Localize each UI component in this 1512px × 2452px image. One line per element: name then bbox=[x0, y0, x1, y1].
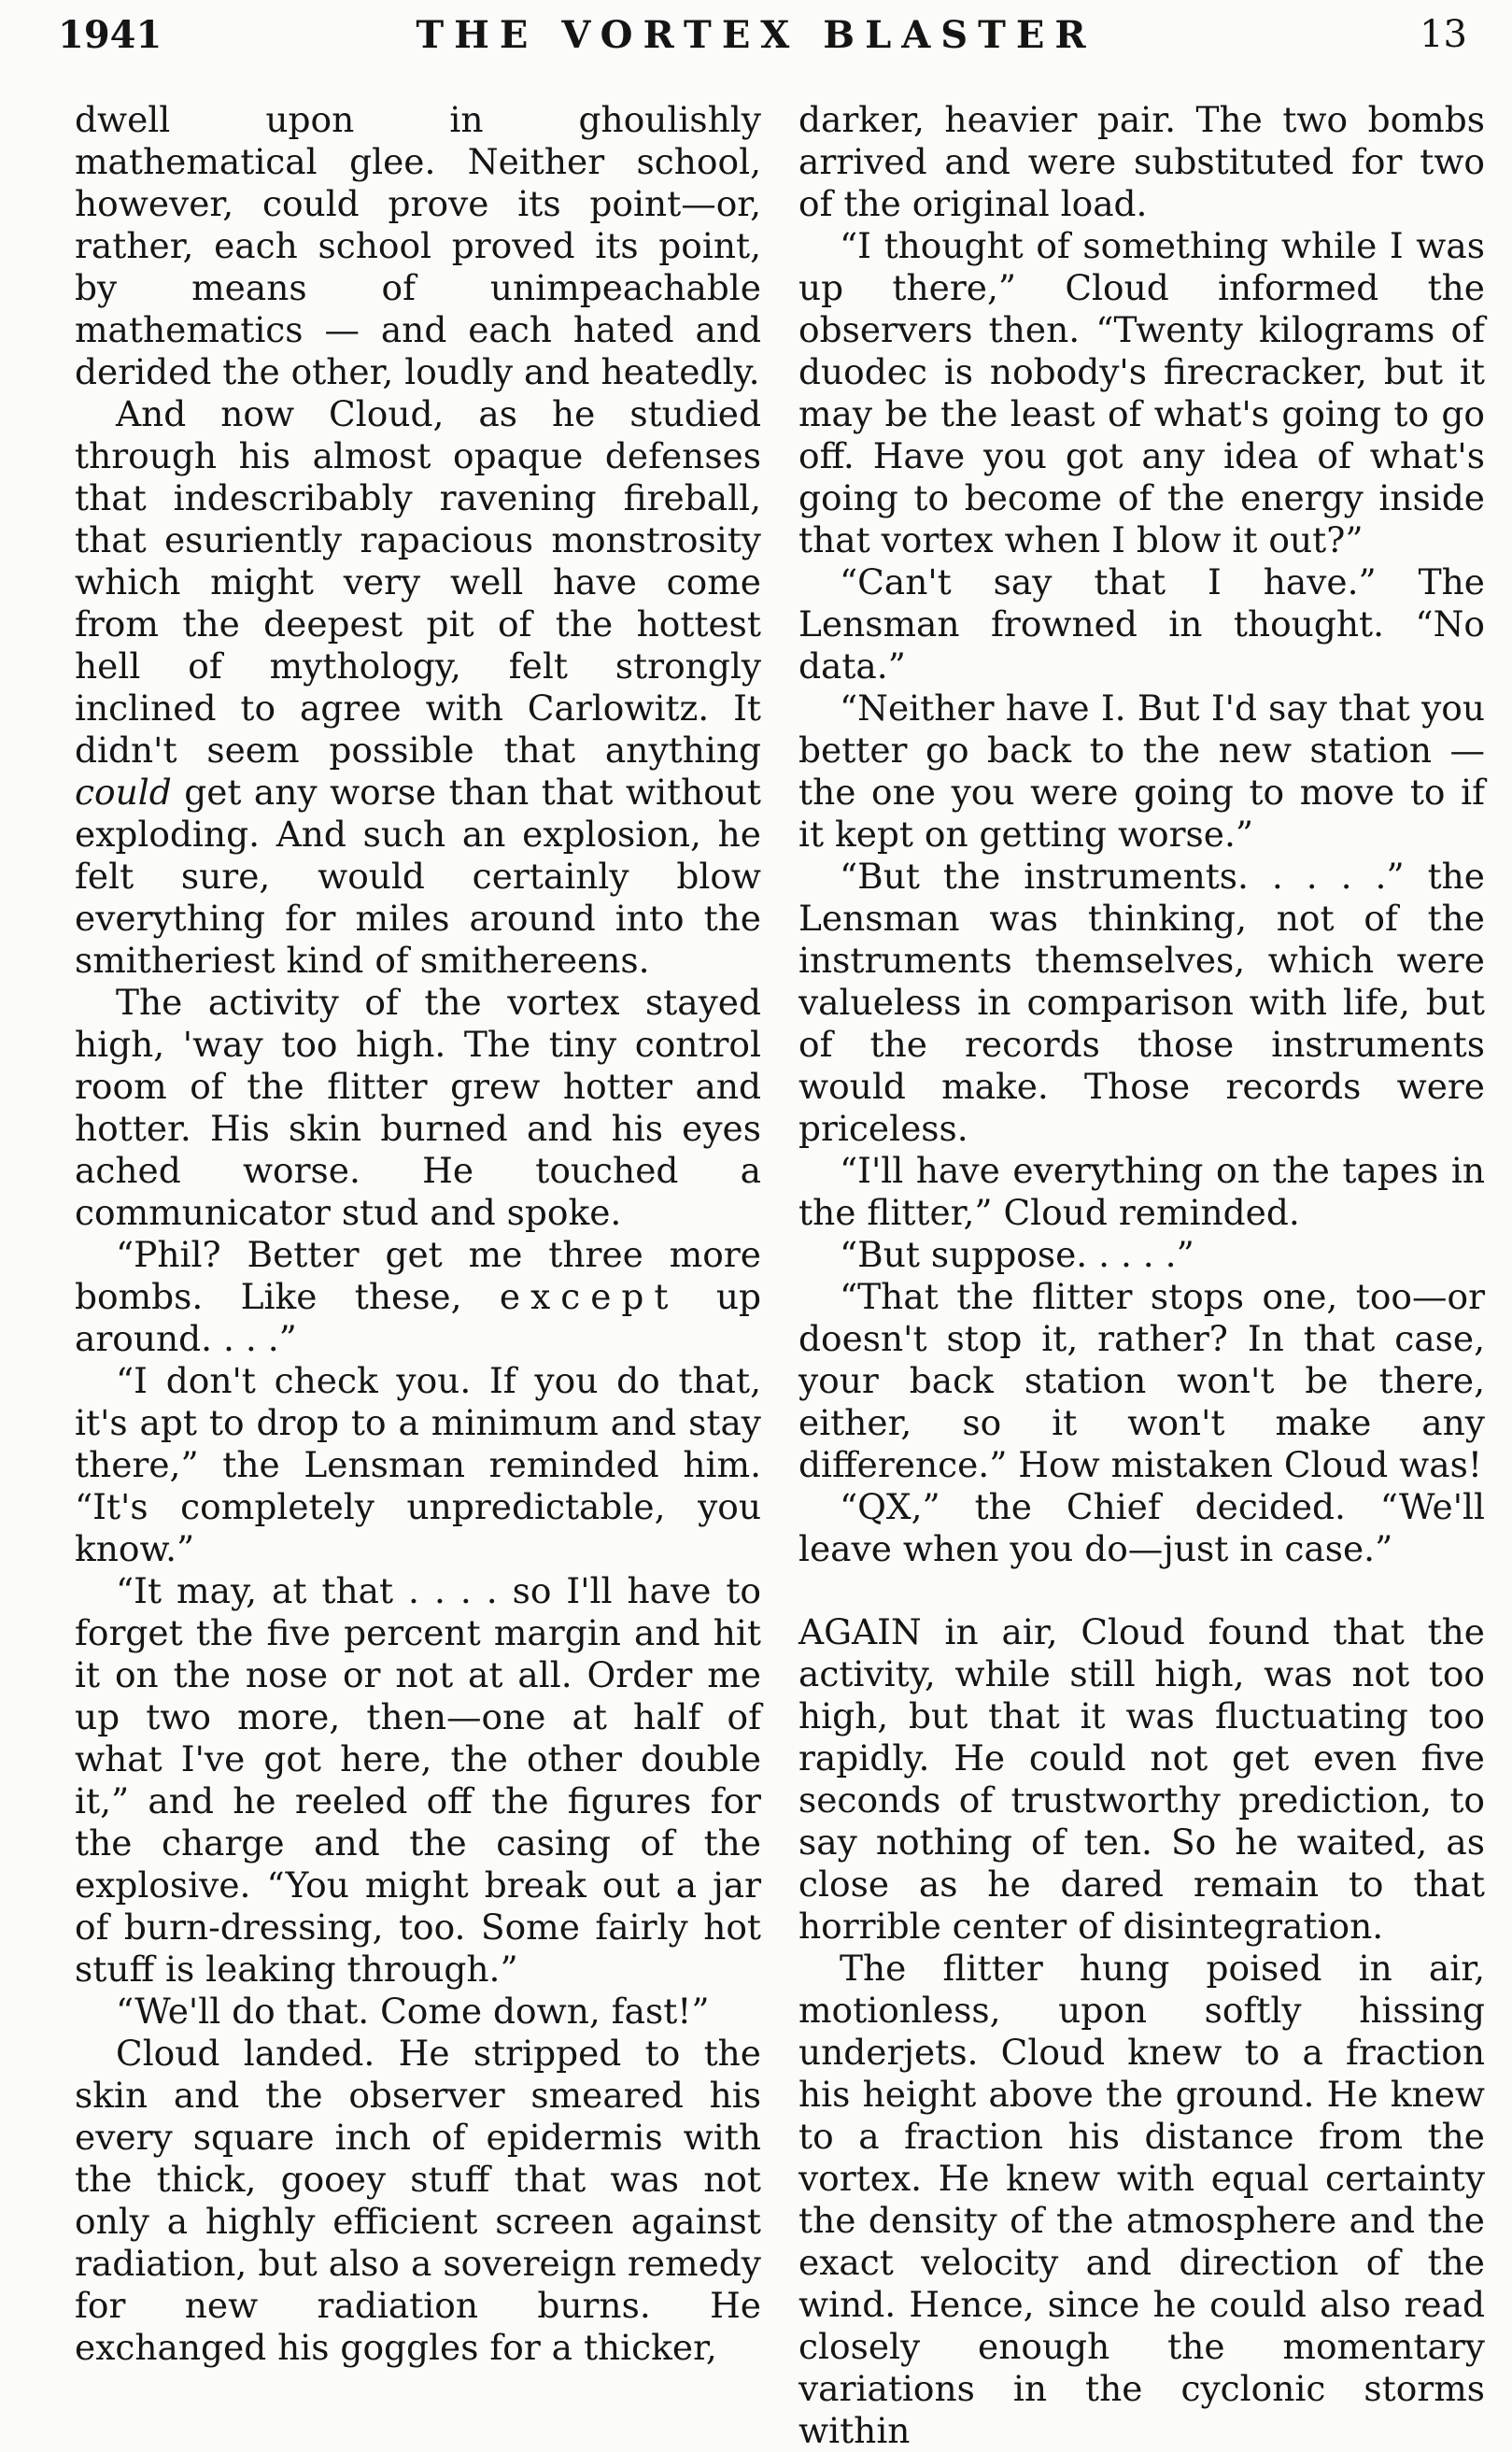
paragraph: “QX,” the Chief decided. “We'll leave when you do—just in case.” bbox=[798, 1486, 1485, 1569]
paragraph: “I don't check you. If you do that, it's apt to drop to a minimum and stay there,” the Lensman reminded him. “It's completely unpredictable, you know.” bbox=[75, 1360, 761, 1569]
page-number: 13 bbox=[1420, 13, 1467, 56]
paragraph: “Neither have I. But I'd say that you better go back to the new station —the one you were going to move to if it kept on getting worse.” bbox=[798, 687, 1485, 855]
section-start-paragraph: AGAIN in air, Cloud found that the activity, while still high, was not too high, but that it was fluctuating too rapidly. He could not get even five seconds of trustworthy prediction, to say nothing of ten. So he waited, as close as he dared remain to that horrible center of disintegration. bbox=[798, 1611, 1485, 1947]
paragraph: And now Cloud, as he studied through his almost opaque defenses that indescribably ravening fireball, that esuriently rapacious monstrosity which might very well have come from the deepest pit of the hottest hell of mythology, felt strongly inclined to agree with Carlowitz. It didn't seem possible that anything could get any worse than that without exploding. And such an explosion, he felt sure, would certainly blow everything for miles around into the smitheriest kind of smithereens. bbox=[75, 393, 762, 981]
paragraph: The flitter hung poised in air, motionless, upon softly hissing underjets. Cloud knew to a fraction his height above the ground. He knew to a fraction his distance from the vortex. He knew with equal certainty the density of the atmosphere and the exact velocity and direction of the wind. Hence, since he could also read closely enough the momentary variations in the cyclonic storms within bbox=[798, 1948, 1485, 2451]
paragraph: “It may, at that . . . . so I'll have to forget the five percent margin and hit it on the nose or not at all. Order me up two more, then—one at half of what I've got here, the other double it,” and he reeled off the figures for the charge and the casing of the explosive. “You might break out a jar of burn-dressing, too. Some fairly hot stuff is leaking through.” bbox=[75, 1570, 761, 1990]
paragraph: “I thought of something while I was up there,” Cloud informed the observers then. “Twenty kilograms of duodec is nobody's firecracker, but it may be the least of what's going to go off. Have you got any idea of what's going to become of the energy inside that vortex when I blow it out?” bbox=[798, 225, 1485, 560]
emphasis-except: except bbox=[499, 1276, 679, 1317]
paragraph: darker, heavier pair. The two bombs arrived and were substituted for two of the original load. bbox=[798, 99, 1485, 224]
header-year: 1941 bbox=[58, 13, 163, 57]
paragraph: “We'll do that. Come down, fast!” bbox=[116, 1991, 710, 2032]
paragraph: Cloud landed. He stripped to the skin and the observer smeared his every square inch of epidermis with the thick, gooey stuff that was not only a highly efficient screen against radiation, but also a sovereign remedy for new radiation burns. He exchanged his goggles for a thicker, bbox=[75, 2033, 761, 2368]
paragraph: dwell upon in ghoulishly mathematical glee. Neither school, however, could prove its point—or, rather, each school proved its point, by means of unimpeachable mathematics — and each hated and derided the other, loudly and heatedly. bbox=[75, 99, 761, 392]
paragraph: “Phil? Better get me three more bombs. Like these, except up around. . . .” bbox=[75, 1234, 761, 1359]
paragraph: “But suppose. . . . .” bbox=[840, 1234, 1194, 1275]
running-header bbox=[0, 7, 1512, 64]
right-column bbox=[798, 99, 1485, 2452]
paragraph: “But the instruments. . . . .” the Lensman was thinking, not of the instruments themselves, which were valueless in comparison with life, but of the records those instruments would make. Those records were priceless. bbox=[798, 856, 1485, 1149]
paragraph: “That the flitter stops one, too—or doesn't stop it, rather? In that case, your back station won't be there, either, so it won't make any difference.” How mistaken Cloud was! bbox=[798, 1276, 1485, 1485]
emphasis-could: could bbox=[75, 772, 172, 813]
paragraph: “Can't say that I have.” The Lensman frowned in thought. “No data.” bbox=[798, 561, 1485, 687]
paragraph: “I'll have everything on the tapes in the flitter,” Cloud reminded. bbox=[798, 1150, 1485, 1233]
paragraph: The activity of the vortex stayed high, 'way too high. The tiny control room of the flitter grew hotter and hotter. His skin burned and his eyes ached worse. He touched a communicator stud and spoke. bbox=[75, 982, 761, 1233]
left-column bbox=[75, 99, 761, 2369]
header-title: THE VORTEX BLASTER bbox=[416, 13, 1096, 57]
